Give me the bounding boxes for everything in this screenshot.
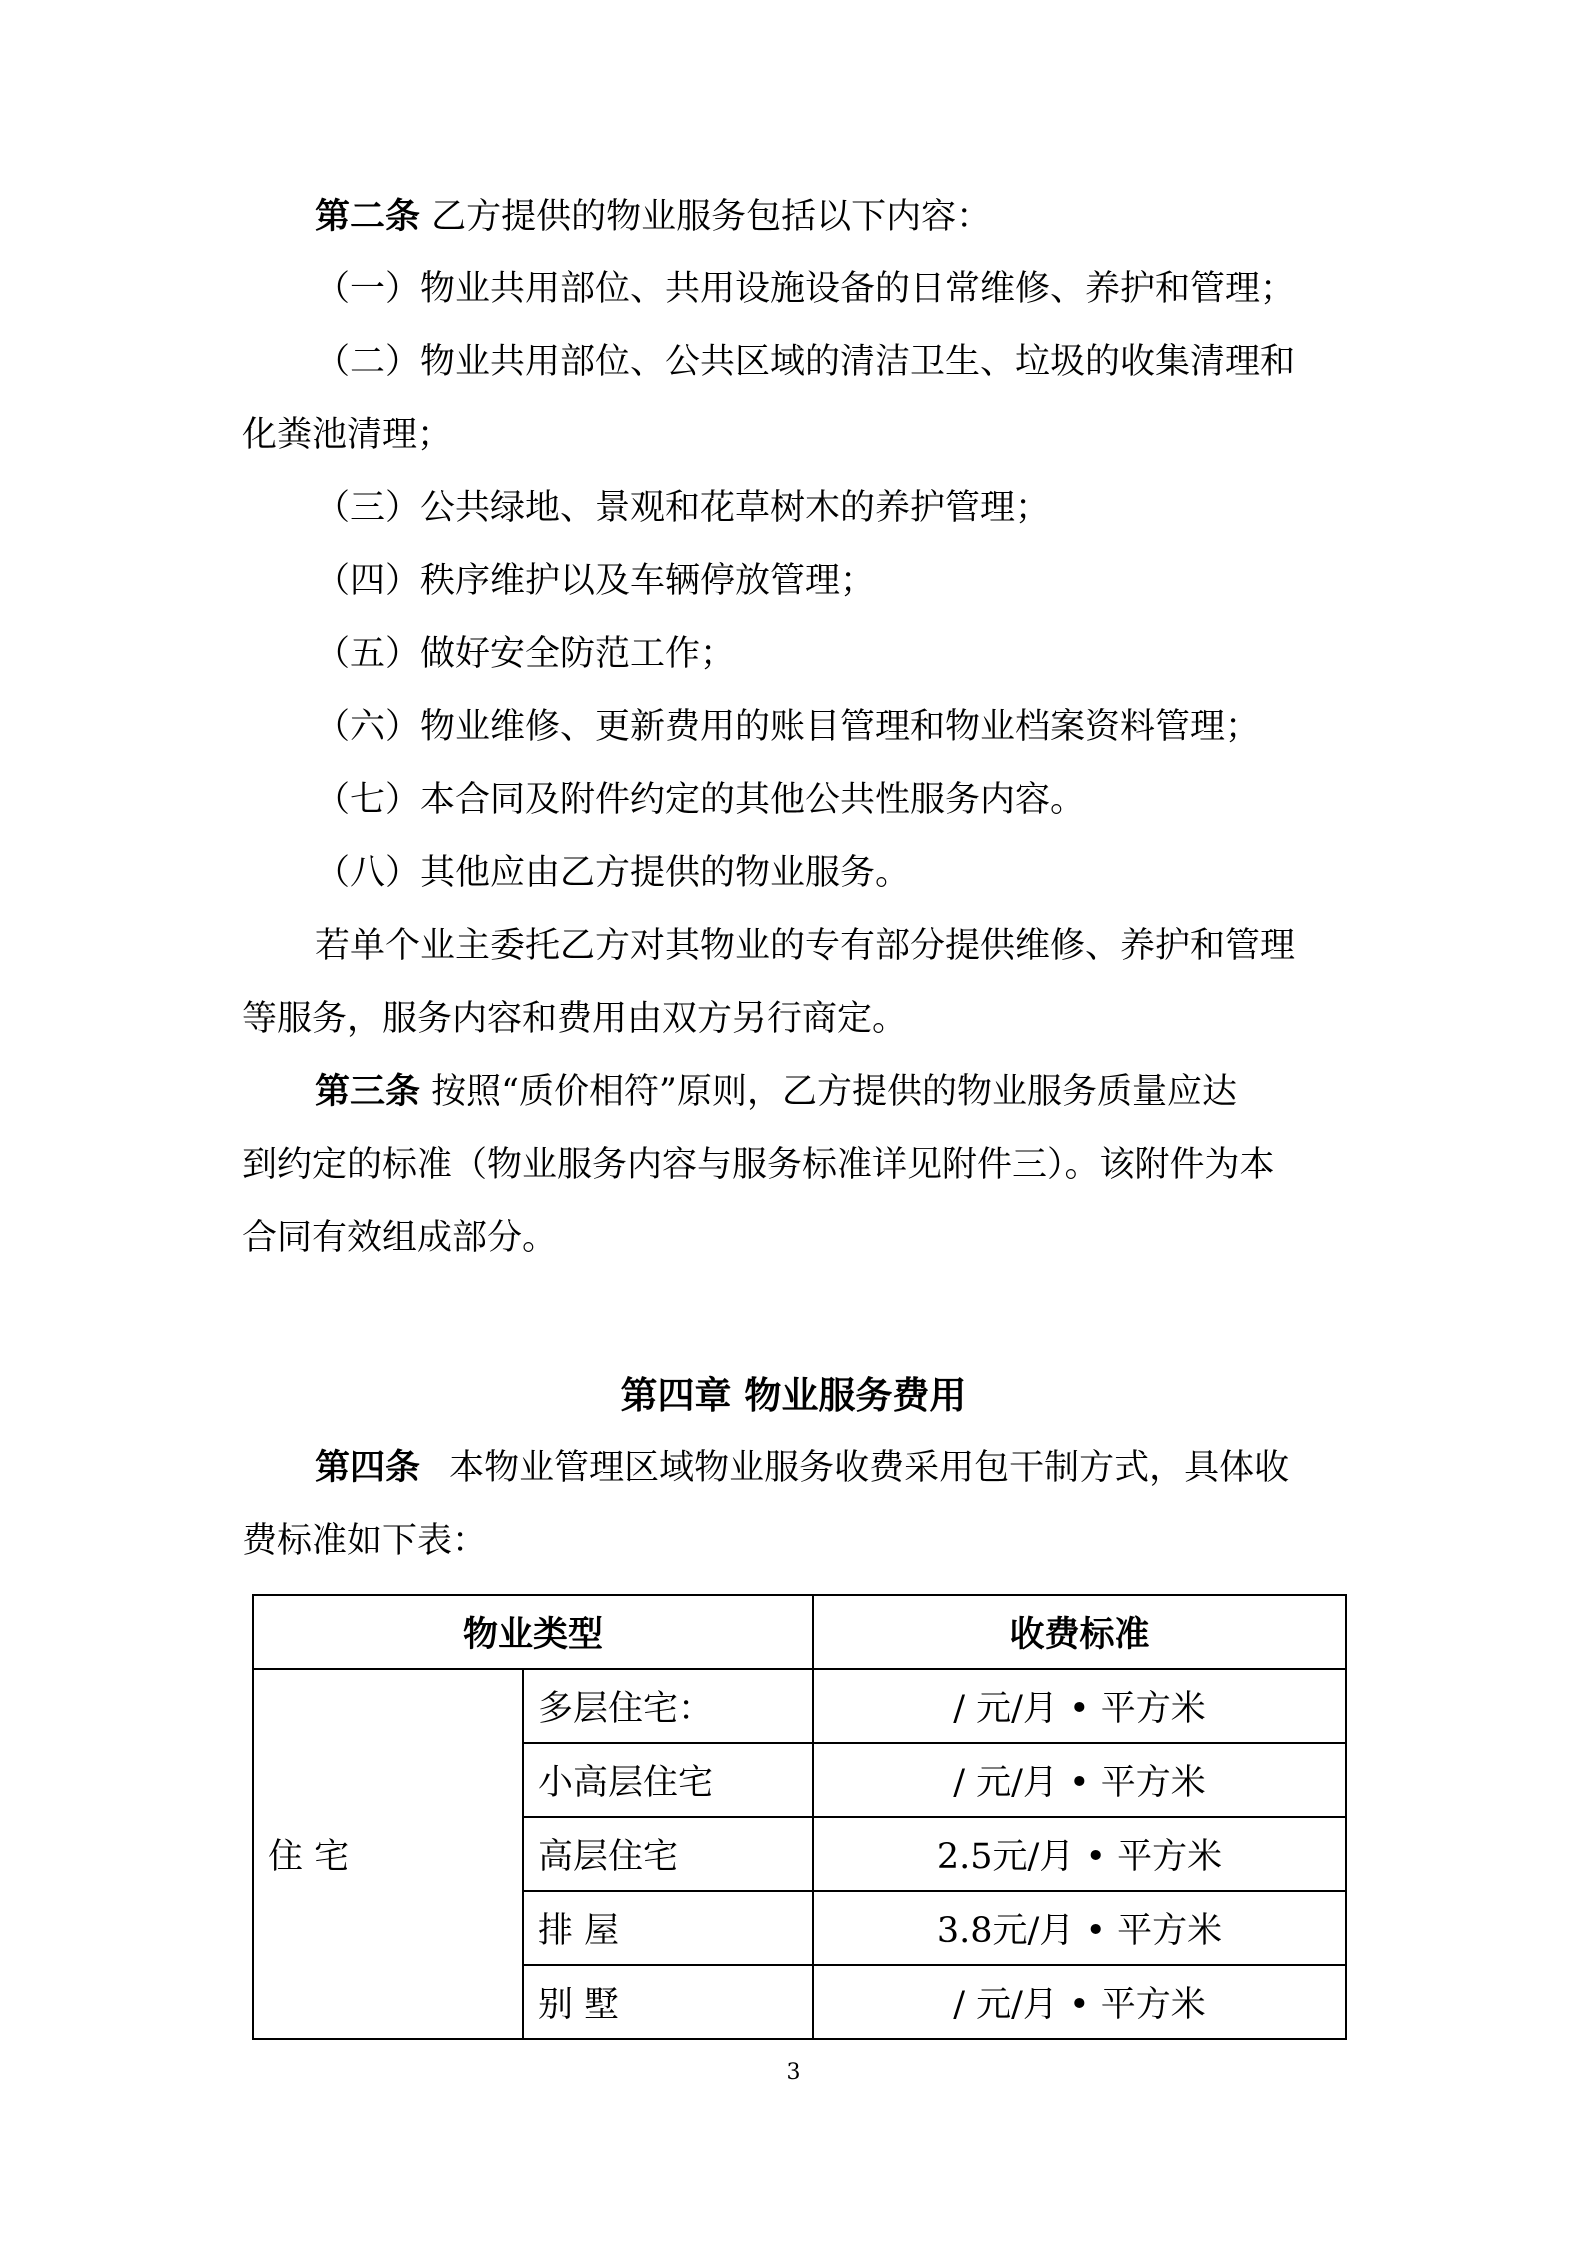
article-2-item-7: （七）本合同及附件约定的其他公共性服务内容。: [315, 780, 1086, 820]
article-4-label: 第四条: [315, 1447, 421, 1488]
fee-value: / 元/月 • 平方米: [813, 1743, 1346, 1817]
article-2-heading: [315, 195, 1435, 239]
article-2-label: 第二条: [315, 196, 421, 237]
article-2-item-4: （四）秩序维护以及车辆停放管理；: [315, 561, 876, 601]
property-subtype: 排 屋: [523, 1891, 813, 1965]
article-2-item-8: （八）其他应由乙方提供的物业服务。: [315, 853, 911, 893]
fee-value: / 元/月 • 平方米: [813, 1669, 1346, 1743]
property-subtype: 高层住宅: [523, 1817, 813, 1891]
article-2-intro: 乙方提供的物业服务包括以下内容：: [431, 197, 992, 237]
article-4-line-2: 费标准如下表：: [242, 1521, 488, 1561]
article-4-heading: [315, 1446, 1435, 1490]
fee-value: / 元/月 • 平方米: [813, 1965, 1346, 2039]
article-2-item-6: （六）物业维修、更新费用的账目管理和物业档案资料管理；: [315, 707, 1261, 747]
fee-table: [252, 1594, 1347, 2040]
chapter-4-title: 第四章 物业服务费用: [620, 1373, 967, 1417]
article-2-item-2-continued: 化粪池清理；: [242, 415, 453, 455]
article-3-line-1: 按照“质价相符”原则，乙方提供的物业服务质量应达: [431, 1072, 1237, 1112]
property-subtype: 别 墅: [523, 1965, 813, 2039]
article-2-note-line-2: 等服务，服务内容和费用由双方另行商定。: [242, 999, 908, 1039]
article-2-item-1: （一）物业共用部位、共用设施设备的日常维修、养护和管理；: [315, 269, 1296, 309]
property-type-header: 物业类型: [253, 1595, 813, 1669]
residential-category: 住 宅: [253, 1669, 523, 2039]
fee-value: 2.5元/月 • 平方米: [813, 1817, 1346, 1891]
fee-standard-header: 收费标准: [813, 1595, 1346, 1669]
article-4-line-1: 本物业管理区域物业服务收费采用包干制方式，具体收: [449, 1448, 1290, 1488]
article-2-note-line-1: 若单个业主委托乙方对其物业的专有部分提供维修、养护和管理: [315, 926, 1296, 966]
article-3-line-2: 到约定的标准（物业服务内容与服务标准详见附件三）。该附件为本: [242, 1145, 1275, 1185]
property-subtype: 多层住宅：: [523, 1669, 813, 1743]
article-2-item-2: （二）物业共用部位、公共区域的清洁卫生、垃圾的收集清理和: [315, 342, 1296, 382]
fee-value: 3.8元/月 • 平方米: [813, 1891, 1346, 1965]
article-2-item-3: （三）公共绿地、景观和花草树木的养护管理；: [315, 488, 1051, 528]
fee-table-header-row: [253, 1595, 1346, 1669]
article-3-line-3: 合同有效组成部分。: [242, 1218, 558, 1258]
page-number: 3: [786, 2060, 801, 2085]
table-row: [253, 1669, 1346, 1743]
article-3-label: 第三条: [315, 1071, 421, 1112]
property-subtype: 小高层住宅: [523, 1743, 813, 1817]
article-3-heading: [315, 1070, 1435, 1114]
article-2-item-5: （五）做好安全防范工作；: [315, 634, 736, 674]
